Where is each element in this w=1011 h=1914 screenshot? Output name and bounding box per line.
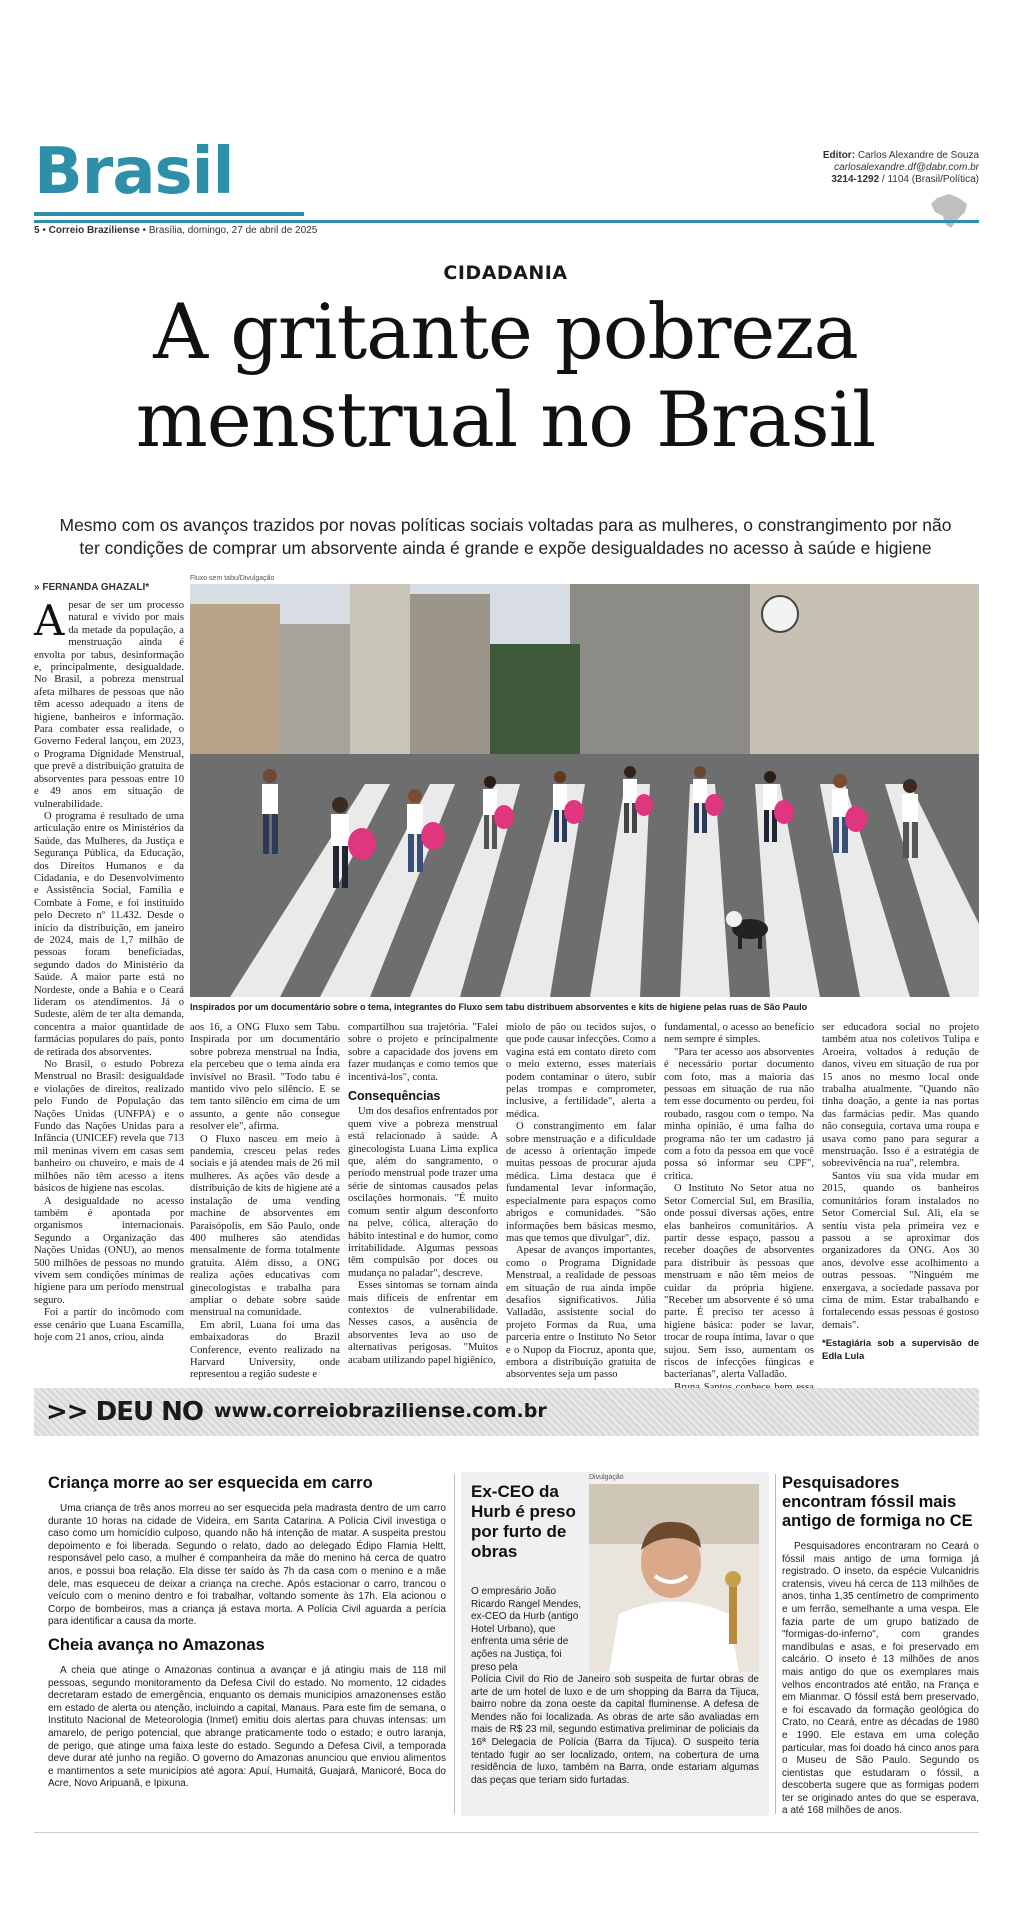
paragraph: compartilhou sua trajetória. "Falei sobre o projeto e principalmente sobre a capacidade dos jovens em fazer mudanças e como temos que incentivá-los", conta. [348,1022,498,1083]
paragraph: A desigualdade no acesso também é apontada por organismos internacionais. Segundo a Organização das Nações Unidas (ONU), ao menos 500 milhões de pessoas no mundo vivem sem condições mínimas de higiene para um período menstrual seguro. [34,1195,184,1306]
article-kicker: CIDADANIA [443,262,568,284]
paragraph: Apesar de avanços importantes, como o Programa Dignidade Menstrual, a realidade de pessoas em situação de rua ainda impõe desafios significativos. Júlia Valladão, assistente social do projeto Formas da Rua, uma parceria entre o Instituto No Setor e o Nupop da Fiocruz, aponta que, embora a distribuição gratuita de absorventes seja um passo [506,1245,656,1381]
paragraph: miolo de pão ou tecidos sujos, o que pode causar infecções. Como a vagina está em contato direto com o meio externo, esses materiais podem contaminar o útero, subir pelas trompas e comprometer, inclusive, a fertilidade", alerta a médica. [506,1022,656,1120]
article-deck: Mesmo com os avanços trazidos por novas políticas sociais voltadas para as mulheres, o constrangimento por não ter condições de comprar um absorvente ainda é grande e expõe desigualdades no acesso à saúde e higiene [59,515,952,558]
paragraph: "Para ter acesso aos absorventes é necessário portar documento com foto, mas a maioria das pessoas em situação de rua não tem esse documento ou perdeu, foi roubado, rasgou com o tempo. Na minha opinião, é uma falha do programa não ter um cadastro já com a foto da pessoa em que você possa só informar seu CPF", critica. [664,1046,814,1182]
article-column-5 [664,1022,814,1381]
editor-phone: 3214-1292 [831,174,880,185]
paragraph: O programa é resultado de uma articulação entre os Ministérios da Saúde, das Mulheres, da Justiça e Segurança Pública, da Educação, dos Direitos Humanos e da Cidadania, e do Desenvolvimento e Assistência Social, Família e Combate à Fome, e foi instituído pelo Decreto nº 11.432. Desde o início da distribuição, em janeiro de 2024, mais de 1,7 milhão de pessoas foram beneficiadas, segundo dados do Ministério da Saúde. A maior parte está no Nordeste, onde a Bahia e o Ceará lideram os atendimentos. Já o Sudeste, além de ter alta demanda, concentra a maior quantidade de farmácias populares do país, ponto de retirada dos absorventes. [34,810,184,1058]
portrait-photo [589,1484,759,1672]
logo-underline [34,212,304,216]
brief-title: Ex-CEO da Hurb é preso por furto de obras [471,1482,576,1561]
paragraph: O Instituto No Setor atua no Setor Comercial Sul, em Brasília, onde possui diversas ações, entre elas banheiros comunitários. A partir desse espaço, passou a receber doações de absorventes para distribuir às pessoas que menstruam e não têm meios de cuidar da própria higiene. "Receber um absorvente é só uma parte. É preciso ter acesso à higiene básica: poder se lavar, trocar de roupa íntima, lavar o que sujou. Sem isso, aumentam os riscos de infecções fúngicas e bacterianas", alerta Valladão. [664,1183,814,1381]
brief-title: Cheia avança no Amazonas [48,1636,265,1654]
page-folio: 5 • Correio Braziliense • Brasília, domingo, 27 de abril de 2025 [34,220,979,236]
article-headline [0,288,1011,464]
article-column-3 [348,1022,498,1366]
paragraph: No Brasil, o estudo Pobreza Menstrual no Brasil: desigualdade e violações de direitos, realizado pelo Fundo de População das Nações Unidas (UNFPA) e o Fundo das Nações Unidas para a Infância (UNICEF) revela que 713 mil meninas vivem em casas sem banheiro ou chuveiro, e mais de 4 milhões não têm acesso a itens básicos de higiene nas escolas. [34,1059,184,1195]
brief-title: Pesquisadores encontram fóssil mais antigo de formiga no CE [782,1474,973,1530]
brief-text: Polícia Civil do Rio de Janeiro sob suspeita de furtar obras de arte de um hotel de luxo e de um shopping da Barra da Tijuca, bairro nobre da zona oeste da capital fluminense. A defesa de Mendes não foi localizada. As obras de arte são avaliadas em mais de R$ 23 mil, segundo estimativa preliminar de policiais da 16ª Delegacia de Polícia (Barra da Tijuca). O suspeito teria tentado fugir ao ser localizado, ontem, na cobertura de uma residência de luxo, também na Barra, onde estariam algumas das peças que teriam sido furtadas. [471,1674,759,1786]
brief-ant-fossil [782,1474,979,1819]
editor-name: Carlos Alexandre de Souza [857,150,979,161]
brief-hurb-ceo [461,1472,769,1816]
paragraph: ser educadora social no projeto também atua nos coletivos Tulipa e Aroeira, voltados à redução de danos, viveu em situação de rua por 15 anos no mesmo local onde trabalha atualmente. "Quando não tinha doação, a gente ia nas portas das farmácias pedir. Mas quando não conseguia, cortava uma roupa e usava como pano para segurar a menstruação. Isso é a estratégia de sobrevivência na rua", relembra. [822,1022,979,1170]
article-byline: » FERNANDA GHAZALI* [34,582,150,593]
section-logo: Brasil [34,135,234,209]
brief-child-death [48,1474,446,1634]
photo-caption: Inspirados por um documentário sobre o tema, integrantes do Fluxo sem tabu distribuem absorventes e kits de higiene pelas ruas de São Paulo [190,1002,808,1012]
website-link[interactable]: www.correiobraziliense.com.br [214,1400,547,1422]
photo-credit: Fluxo sem tabu/Divulgação [190,575,275,582]
photo-credit: Divulgação [589,1474,624,1481]
drop-cap: A [34,596,65,645]
brief-text: Uma criança de três anos morreu ao ser esquecida pela madrasta dentro de um carro durante 10 horas na cidade de Videira, em Santa Catarina. A Polícia Civil investiga o caso como um homicídio culposo, quando não há intenção de matar. A suspeita prestou depoimento e foi liberada. Segundo o relato, dado ao delegado Édipo Flamia Heltt, responsável pelo caso, a mulher é companheira da mãe do menino há cerca de quatro anos, e possui boa relação. Ela disse ter saído às 7h da casa com o menino e a mãe dele, mas esqueceu de deixar a criança na creche. Após estacionar o carro, trancou o veículo com o menino dentro e foi trabalhar, voltando somente às 17h. Ela acionou o Corpo de bombeiros, mas a criança já estava morta. A Polícia Civil aguarda a perícia para identificar a causa da morte. [48,1503,446,1628]
page-number: 5 [34,225,40,236]
subheading: Consequências [348,1089,441,1104]
brief-text: Pesquisadores encontraram no Ceará o fóssil mais antigo de uma formiga já registrado. O inseto, da espécie Vulcanidris cratensis, viveu há cerca de 113 milhões de anos, tinha 1,35 centímetro de comprimento e um ferrão, semelhante a uma vespa. Ele fazia parte de um grupo batizado de "formigas-do-inferno", com grandes mandíbulas e asas, e foi preservado em calcário. O inseto é 13 milhões de anos mais antigo do que os exemplares mais velhos encontrados até então, na França e em Mianmar. O fóssil está bem preservado, e foi escavado da formação geológica do Crato, no Ceará, entre as décadas de 1980 e 1990. Ele estava em uma coleção particular, mas foi doado há cinco anos para o Museu de São Paulo. Segundo os cientistas que estudaram o fóssil, a descoberta sugere que as formigas podem ter se originado antes do que se esperava, a até 168 milhões de anos. [782,1541,979,1817]
article-column-2 [190,1022,340,1381]
editor-info [823,150,979,186]
intern-note: *Estagiária sob a supervisão de Edla Lula [822,1338,979,1362]
article-column-4 [506,1022,656,1381]
deu-no-label: >> DEU NO [46,1397,203,1427]
brief-title: Criança morre ao ser esquecida em carro [48,1474,373,1492]
section-header [34,135,979,240]
paragraph: pesar de ser um processo natural e vivido por mais da metade da população, a menstruação ainda é envolta por tabus, desinformação e, principalmente, desigualdade. No Brasil, a pobreza menstrual afeta milhares de pessoas que não têm acesso adequado a itens de higiene, banheiros e informação. Para combater essa realidade, o Governo Federal lançou, em 2023, o Programa Dignidade Menstrual, que prevê a distribuição gratuita de absorventes para pessoas entre 10 e 49 anos em situação de vulnerabilidade. [34,600,184,810]
column-divider [454,1474,455,1814]
paragraph: O Fluxo nasceu em meio à pandemia, cresceu pelas redes sociais e já atendeu mais de 26 mil mulheres. As ações vão desde a distribuição de kits de higiene até a instalação de uma vending machine de absorventes em Paraisópolis, em São Paulo, onde 400 mulheres são atendidas mensalmente de forma totalmente gratuita. Além disso, a ONG realiza ações educativas com ginecologistas e trabalha para ampliar o debate sobre saúde menstrual na comunidade. [190,1133,340,1319]
street-crosswalk-illustration [190,584,979,997]
dateline: Brasília, domingo, 27 de abril de 2025 [148,225,318,236]
paragraph: aos 16, a ONG Fluxo sem Tabu. Inspirada por um documentário sobre pobreza menstrual na Índia, ela percebeu que o tema ainda era invisível no Brasil. "Todo tabu é mantido vivo pelo silêncio. E se tem tanto silêncio em cima de um assunto, a gente não consegue resolver ele", afirma. [190,1022,340,1133]
newspaper-name: Correio Braziliense [48,225,140,236]
paragraph: O constrangimento em falar sobre menstruação e a dificuldade de acesso à orientação impede muitas pessoas de procurar ajuda médica. Lima destaca que é fundamental levar informação, especialmente para espaços como abrigos e comunidades. "São informações bem básicas mesmo, mas que temos que divulgar", diz. [506,1121,656,1244]
headline-line-1: A gritante pobreza [153,287,858,376]
editor-email[interactable]: carlosalexandre.df@dabr.com.br [834,162,979,173]
editor-desk: / 1104 (Brasil/Política) [881,174,979,185]
article-column-1 [34,596,184,1355]
paragraph: Em abril, Luana foi uma das embaixadoras do Brazil Conference, evento realizado na Harvard University, onde representou a região sudeste e [190,1319,340,1381]
paragraph: Esses sintomas se tornam ainda mais difíceis de enfrentar em contextos de vulnerabilidade. Nesses casos, a ausência de absorventes leva ao uso de alternativas perigosas. "Muitos acabam utilizando papel higiênico, [348,1280,498,1366]
brief-text: O empresário João Ricardo Rangel Mendes, ex-CEO da Hurb (antigo Hotel Urbano), que enfrenta uma série de ações na Justiça, foi preso pela [471,1586,582,1673]
brief-amazonas-flood [48,1636,446,1816]
deu-no-band [34,1388,979,1436]
paragraph: Foi a partir do incômodo com esse cenário que Luana Escamilla, hoje com 21 anos, criou, ainda [34,1307,184,1343]
article-photo [190,584,979,997]
article-column-6 [822,1022,979,1362]
editor-label: Editor: [822,150,856,161]
paragraph: fundamental, o acesso ao benefício nem sempre é simples. [664,1022,814,1046]
paragraph: Santos viu sua vida mudar em 2015, quando os banheiros comunitários foram instalados no Setor Comercial Sul. Ali, ela se sentiu vista pela primeira vez e passou a se aproximar dos organizadores da ONG. Aos 30 anos, devolve esse acolhimento a outras pessoas. "Ninguém me enxergava, a sociedade passava por cima de mim. Estar trabalhando e fortalecendo essas pessoas é gostoso demais". [822,1170,979,1331]
paragraph: Um dos desafios enfrentados por quem vive a pobreza menstrual está relacionado à saúde. A ginecologista Luana Lima explica que, além do sangramento, o período menstrual pode trazer uma série de sintomas causados pelas oscilações hormonais. "É muito comum sentir algum desconforto na pelve, cólica, alteração do hábito intestinal e do humor, como irritabilidade. Algumas pessoas têm compulsão por doces ou mudança no paladar", descreve. [348,1106,498,1279]
portrait-illustration [589,1484,759,1672]
bottom-rule [34,1832,979,1833]
brief-text: A cheia que atinge o Amazonas continua a avançar e já atingiu mais de 118 mil pessoas, segundo monitoramento da Defesa Civil do estado. No momento, 12 cidades decretaram estado de emergência, enquanto os demais municípios amazonenses estão em estado de alerta ou atenção, incluindo a capital, Manaus. Para este fim de semana, o Instituto Nacional de Meteorologia (Inmet) emitiu dois alertas para chuvas intensas: um amarelo, de perigo potencial, que abrange praticamente todo o estado; e outro laranja, de perigo, que atinge uma faixa leste do estado. Segundo a Defesa Civil, a temporada deve durar até junho na região. O governo do Amazonas anunciou que enviou alimentos e mantimentos a sete municípios até agora: Apuí, Humaitá, Guajará, Manicoré, Boca do Acre, Novo Aripuanã, e Ipixuna. [48,1665,446,1790]
headline-line-2: menstrual no Brasil [135,375,876,464]
column-divider [775,1474,776,1814]
